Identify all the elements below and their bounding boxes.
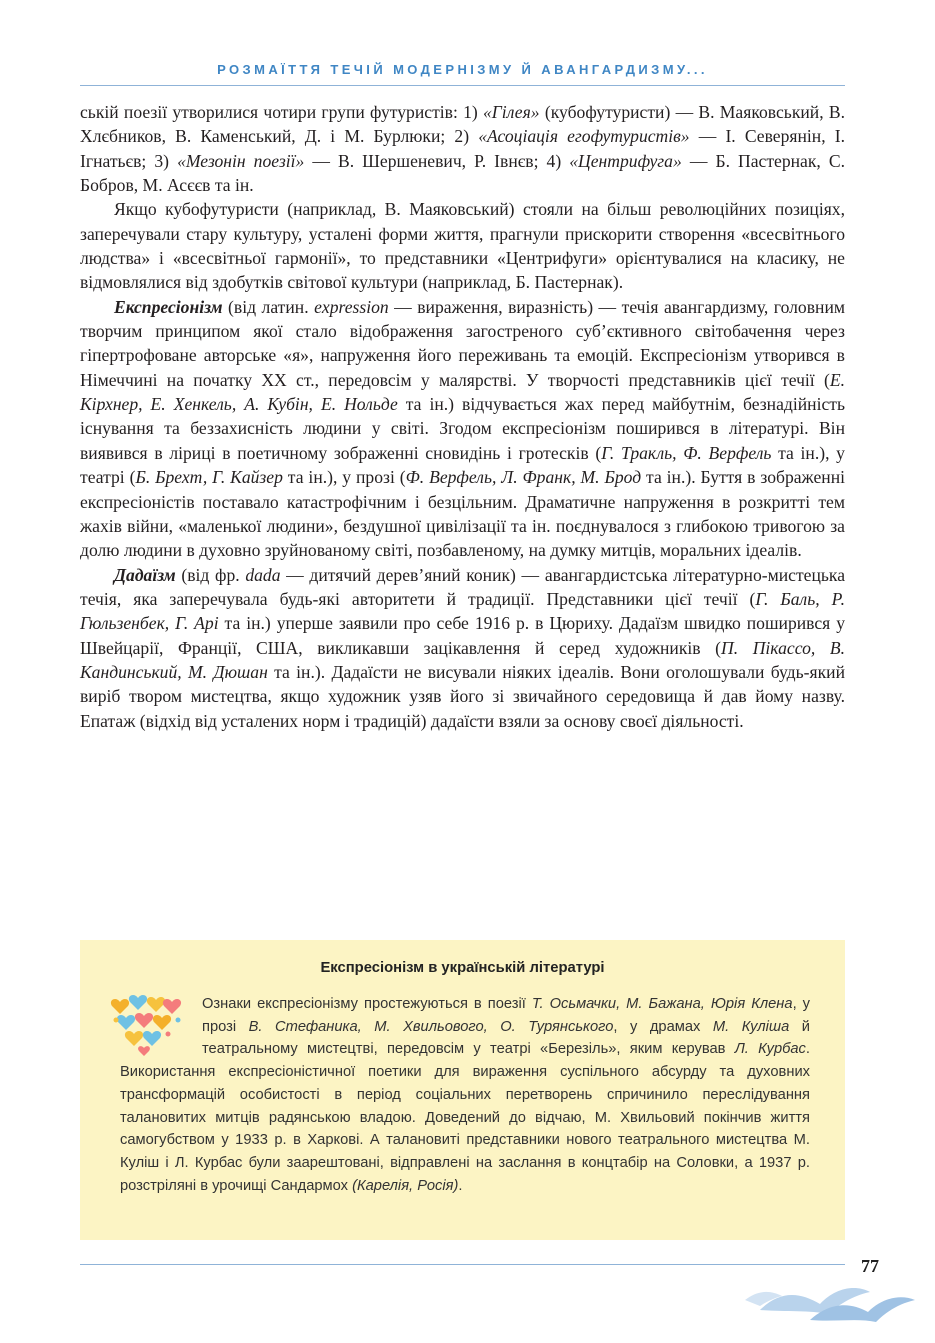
icon-spacer: [120, 993, 202, 1059]
italic-run: Г. Баль, Р. Гюльзенбек, Г. Арі: [80, 588, 845, 634]
term-dadaism: Дадаїзм: [114, 564, 176, 585]
text-run: , у драмах: [613, 1018, 713, 1035]
italic-run: expression: [314, 296, 389, 317]
text-run: Ознаки експресіонізму простежуються в поезії: [202, 996, 532, 1012]
text-run: — В. Шершеневич, Р. Івнєв; 4): [304, 150, 570, 171]
italic-run: «Асоціація егофутуристів»: [478, 126, 690, 147]
text-run: ській поезії утворилися чотири групи футуристів: 1): [80, 102, 483, 122]
italic-run: В. Стефаника, М. Хвильового, О. Турянського: [248, 1018, 614, 1035]
text-run: . Використання експресіоністичної поетики для вираження суспільного абсурду та духовних трансформацій особистості в період соціальних перетворень спричинило переслідування талановитих митців радянською владою. Доведений до відчаю, М. Хвильовий покінчив життя самогубством у 1933 р. в Харкові. А талановиті представники нового театрального мистецтва М. Куліш і Л. Курбас були заарештовані, відправлені на заслання в концтабір на Соловки, а 1937 р. розстріляні в урочищі Сандармох: [120, 1041, 810, 1194]
italic-run: (Карелія, Росія): [348, 1177, 459, 1194]
text-run: та ін.), у театрі (: [80, 442, 845, 488]
footer-divider: [80, 1264, 845, 1265]
running-header: РОЗМАЇТТЯ ТЕЧІЙ МОДЕРНІЗМУ Й АВАНГАРДИЗМУ...: [217, 62, 708, 77]
italic-run: «Мезонін поезії»: [177, 150, 305, 171]
text-run: .: [458, 1177, 463, 1194]
text-run: та ін.). Буття в зображенні експресіоністів поставало катастрофічним і безцільним. Драматичне напруження в розкритті тем жахів війни, «маленької людини», бездушної цивілізації та ін. поєднувалося з глибокою тривогою за долю людини в духовно зруйнованому світі, позбавленому, на думку митців, моральних ідеалів.: [80, 467, 846, 561]
info-box-text: [120, 993, 810, 1197]
italic-run: Е. Кірхнер, Е. Хенкель, А. Кубін, Е. Нольде: [80, 369, 845, 415]
text-run: та ін.), у прозі (: [282, 467, 406, 488]
info-box-title: Експресіонізм в українській літературі: [320, 960, 605, 976]
text-run: та ін.). Дадаїсти не висували ніяких ідеалів. Вони оголошували будь-який виріб твором мистецтва, якщо художник узяв його зі звичайного середовища й дав йому назву. Епатаж (відхід від усталених норм і традицій) дадаїсти взяли за основу своєї діяльності.: [80, 661, 845, 731]
italic-run: Б. Брехт, Г. Кайзер: [135, 467, 283, 488]
text-run: (від латин.: [222, 296, 315, 317]
text-run: та ін.) уперше заявили про себе 1916 р. в Цюриху. Дадаїзм швидко поширився у Швейцарії, Франції, США, викликавши зацікавлення й серед художників (: [80, 613, 845, 658]
italic-run: Л. Курбас: [734, 1041, 806, 1058]
italic-run: «Центрифуга»: [569, 150, 682, 171]
term-expressionism: Експресіонізм: [114, 296, 223, 317]
italic-run: М. Куліша: [712, 1018, 790, 1035]
main-text: [80, 100, 845, 733]
text-run: (кубофутуристи) — В. Маяковський, В. Хлєбников, В. Каменський, Д. і М. Бурлюки; 2): [80, 102, 845, 147]
italic-run: dada: [245, 564, 281, 585]
italic-run: П. Пікассо, В. Кандинський, М. Дюшан: [80, 637, 845, 682]
paragraph-expressionism: [80, 295, 845, 563]
paragraph-cubofuturists: Якщо кубофутуристи (наприклад, В. Маяковський) стояли на більш революційних позиціях, заперечували стару культуру, усталені форми життя, прагнули прискорити створення «всесвітнього людства» і «всесвітньої гармонії», то представники «Центрифуги» орієнтувалися на класику, не відмовлялися від здобутків світової культури (наприклад, Б. Пастернак).: [80, 199, 845, 293]
text-run: й театральному мистецтві, передовсім у театрі «Березіль», яким керував: [202, 1018, 810, 1058]
text-run: — дитячий дерев’яний коник) — авангардистська літературно-мистецька течія, яка заперечувала будь-які авторитети й традиції. Представники цієї течії (: [80, 564, 846, 609]
italic-run: Т. Осьмачки, М. Бажана, Юрія Клена: [531, 996, 793, 1012]
page-number: 77: [861, 1256, 879, 1276]
paragraph-futurist-groups: [80, 100, 845, 197]
text-run: — вираження, виразність) — течія авангардизму, головним творчим принципом якої стало відображення загостреного суб’єктивного світобачення через гіпертрофоване авторське «я», напруження його переживань та емоцій. Експресіонізм утворився в Німеччині на початку XX ст., передовсім у малярстві. У творчості представників цієї течії (: [80, 296, 846, 390]
text-run: (від фр.: [175, 564, 246, 585]
text-run: — І. Северянін, І. Ігнатьєв; 3): [80, 126, 845, 171]
text-run: — Б. Пастернак, С. Бобров, М. Асєєв та ін.: [80, 150, 845, 196]
italic-run: «Гілея»: [483, 102, 540, 122]
paragraph-dadaism: [80, 563, 845, 733]
info-box-ukrainian-expressionism: [80, 940, 845, 1240]
italic-run: Г. Тракль, Ф. Верфель: [601, 442, 772, 463]
text-run: та ін.) відчувається жах перед майбутнім, безнадійність існування та беззахисність людини у світі. Згодом експресіонізм поширився в літературі. Він виявився в ліриці в поетичному зображенні сновидінь і гротесків (: [80, 394, 845, 463]
text-run: , у прозі: [202, 996, 811, 1035]
italic-run: Ф. Верфель, Л. Франк, М. Брод: [405, 467, 642, 488]
header-divider: [80, 85, 845, 86]
flying-birds-icon: [740, 1270, 920, 1330]
